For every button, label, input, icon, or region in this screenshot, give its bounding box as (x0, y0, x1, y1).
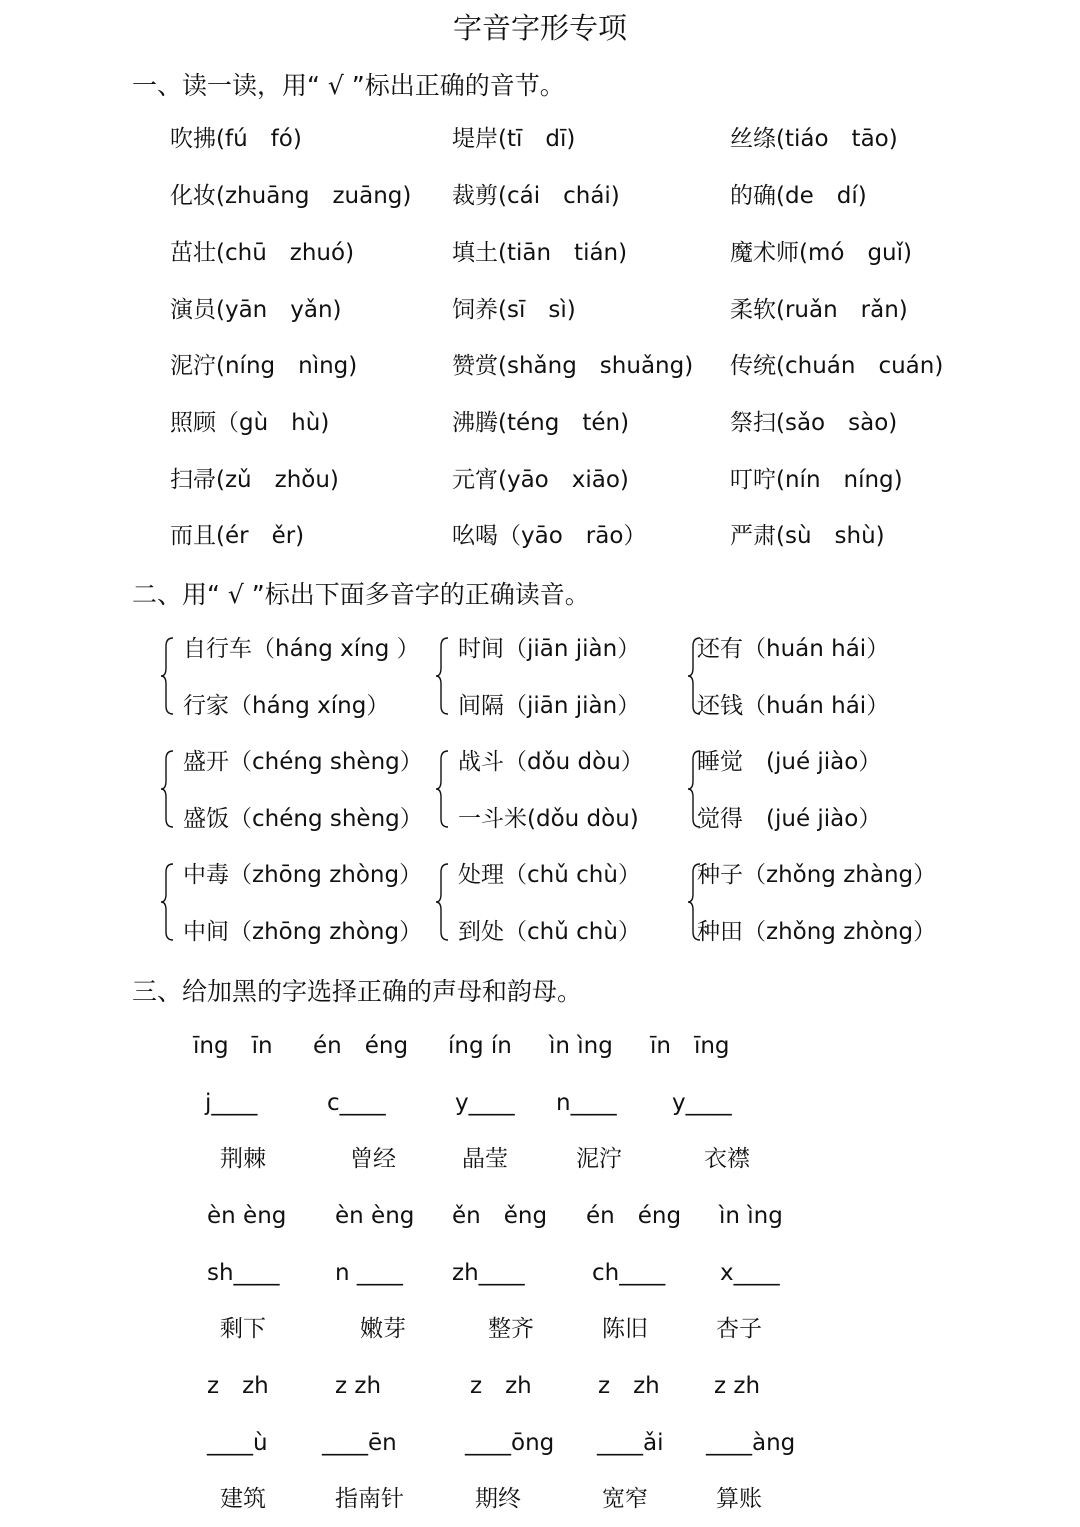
answer-options: ìn ìng (719, 1203, 783, 1229)
answer-options: z zh (335, 1373, 382, 1399)
word: 算账 (716, 1486, 762, 1512)
pinyin-item: 沸腾(téng tén) (452, 410, 630, 436)
blank-field: x____ (720, 1260, 780, 1286)
word: 建筑 (220, 1486, 266, 1512)
pinyin-item: 饲养(sī sì) (452, 297, 576, 323)
pinyin-item: 叮咛(nín níng) (730, 467, 903, 493)
blank-field: ch____ (592, 1260, 666, 1286)
polyphone-item: 盛开（chéng shèng） (183, 749, 423, 775)
pinyin-item: 化妆(zhuāng zuāng) (170, 183, 412, 209)
pinyin-item: 柔软(ruǎn rǎn) (730, 297, 908, 323)
answer-options: íng ín (448, 1033, 512, 1059)
answer-options: ìn ìng (549, 1033, 613, 1059)
polyphone-item: 时间（jiān jiàn） (458, 636, 641, 662)
blank-field: ____ēn (322, 1430, 397, 1456)
blank-field: ____ǎi (597, 1430, 664, 1456)
section3-heading: 三、给加黑的字选择正确的声母和韵母。 (132, 977, 583, 1006)
word: 嫩芽 (360, 1316, 406, 1342)
polyphone-item: 中毒（zhōng zhòng） (183, 862, 423, 888)
polyphone-item: 中间（zhōng zhòng） (183, 919, 423, 945)
answer-options: én éng (586, 1203, 682, 1229)
blank-field: sh____ (207, 1260, 280, 1286)
answer-options: z zh (470, 1373, 532, 1399)
pinyin-item: 的确(de dí) (730, 183, 867, 209)
word: 指南针 (335, 1486, 404, 1512)
word: 杏子 (716, 1316, 762, 1342)
answer-options: én éng (313, 1033, 409, 1059)
curly-brace (435, 862, 449, 942)
polyphone-item: 一斗米(dǒu dòu) (458, 806, 639, 832)
word: 陈旧 (602, 1316, 648, 1342)
pinyin-item: 传统(chuán cuán) (730, 353, 944, 379)
polyphone-item: 还钱（huán hái） (697, 693, 890, 719)
answer-options: z zh (714, 1373, 761, 1399)
pinyin-item: 严肃(sù shù) (730, 523, 885, 549)
answer-options: īn īng (650, 1033, 730, 1059)
pinyin-item: 吆喝（yāo rāo） (452, 523, 647, 549)
polyphone-item: 到处（chǔ chù） (458, 919, 641, 945)
polyphone-item: 战斗（dǒu dòu） (458, 749, 644, 775)
polyphone-item: 觉得 (jué jiào） (697, 806, 882, 832)
blank-field: ____àng (706, 1430, 796, 1456)
curly-brace (435, 749, 449, 829)
blank-field: y____ (455, 1090, 515, 1116)
answer-options: èn èng (335, 1203, 415, 1229)
pinyin-item: 吹拂(fú fó) (170, 126, 302, 152)
polyphone-item: 处理（chǔ chù） (458, 862, 641, 888)
pinyin-item: 演员(yān yǎn) (170, 297, 342, 323)
pinyin-item: 茁壮(chū zhuó) (170, 240, 355, 266)
pinyin-item: 丝绦(tiáo tāo) (730, 126, 898, 152)
curly-brace (435, 636, 449, 716)
blank-field: j____ (205, 1090, 258, 1116)
word: 衣襟 (704, 1146, 750, 1172)
pinyin-item: 祭扫(sǎo sào) (730, 410, 898, 436)
answer-options: z zh (598, 1373, 660, 1399)
polyphone-item: 自行车（háng xíng ） (183, 636, 420, 662)
blank-field: y____ (672, 1090, 732, 1116)
pinyin-item: 元宵(yāo xiāo) (452, 467, 629, 493)
pinyin-item: 而且(ér ěr) (170, 523, 305, 549)
polyphone-item: 盛饭（chéng shèng） (183, 806, 423, 832)
polyphone-item: 间隔（jiān jiàn） (458, 693, 641, 719)
section1-heading: 一、读一读，用“ √ ”标出正确的音节。 (132, 71, 565, 100)
pinyin-item: 泥泞(níng nìng) (170, 353, 358, 379)
word: 整齐 (488, 1316, 534, 1342)
word: 宽窄 (602, 1486, 648, 1512)
word: 晶莹 (462, 1146, 508, 1172)
pinyin-item: 堤岸(tī dī) (452, 126, 576, 152)
answer-options: īng īn (193, 1033, 273, 1059)
curly-brace (160, 636, 174, 716)
polyphone-item: 行家（háng xíng） (183, 693, 390, 719)
polyphone-item: 种田（zhǒng zhòng） (697, 919, 937, 945)
blank-field: zh____ (452, 1260, 525, 1286)
polyphone-item: 种子（zhǒng zhàng） (697, 862, 937, 888)
polyphone-item: 还有（huán hái） (697, 636, 890, 662)
page-title: 字音字形专项 (452, 11, 627, 45)
word: 泥泞 (576, 1146, 622, 1172)
curly-brace (160, 862, 174, 942)
pinyin-item: 魔术师(mó guǐ) (730, 240, 912, 266)
word: 期终 (475, 1486, 521, 1512)
pinyin-item: 填土(tiān tián) (452, 240, 628, 266)
pinyin-item: 照顾（gù hù) (170, 410, 330, 436)
blank-field: ____ù (207, 1430, 268, 1456)
answer-options: èn èng (207, 1203, 287, 1229)
answer-options: z zh (207, 1373, 269, 1399)
pinyin-item: 裁剪(cái chái) (452, 183, 620, 209)
pinyin-item: 扫帚(zǔ zhǒu) (170, 467, 339, 493)
blank-field: c____ (327, 1090, 386, 1116)
answer-options: ěn ěng (452, 1203, 548, 1229)
word: 荆棘 (220, 1146, 266, 1172)
word: 剩下 (220, 1316, 266, 1342)
pinyin-item: 赞赏(shǎng shuǎng) (452, 353, 694, 379)
blank-field: n____ (556, 1090, 617, 1116)
polyphone-item: 睡觉 (jué jiào） (697, 749, 882, 775)
blank-field: ____ōng (465, 1430, 555, 1456)
blank-field: n ____ (335, 1260, 403, 1286)
section2-heading: 二、用“ √ ”标出下面多音字的正确读音。 (132, 580, 590, 609)
word: 曾经 (350, 1146, 396, 1172)
curly-brace (160, 749, 174, 829)
